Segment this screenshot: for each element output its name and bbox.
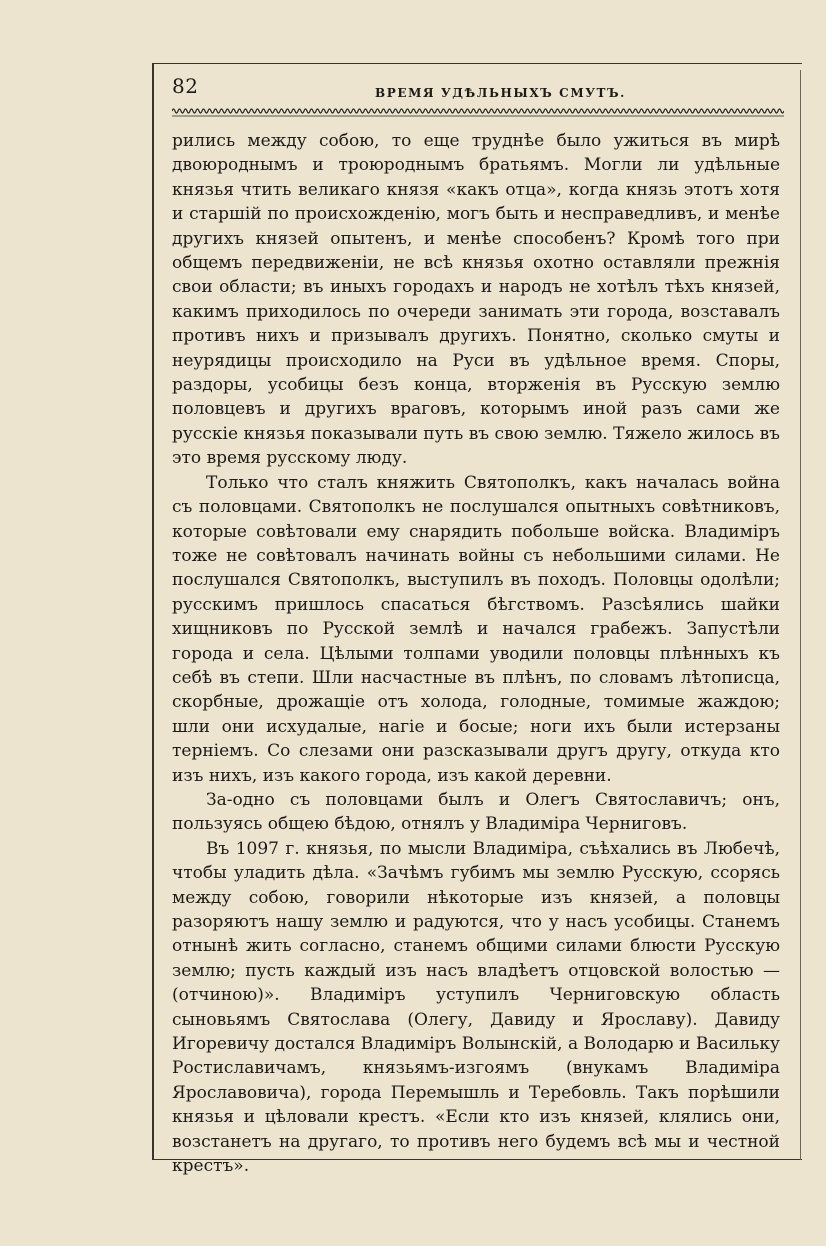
paragraph-2: Только что сталъ княжить Святополкъ, какъ началась война съ половцами. Святополкъ не послушался опытныхъ совѣтниковъ, которые совѣтовали ему снарядить побольше войска. Владиміръ тоже не совѣтовалъ начинать войны съ небольшими силами. Не послушался Святополкъ, выступилъ въ походъ. Половцы одолѣли; русскимъ пришлось спасаться бѣгствомъ. Разсѣялись шайки хищниковъ по Русской землѣ и начался грабежъ. Запустѣли города и села. Цѣлыми толпами уводили половцы плѣнныхъ къ себѣ въ степи. Шли насчастные въ плѣнъ, по словамъ лѣтописца, скорбные, дрожащіе отъ холода, голодные, томимые жаждою; шли они исхудалые, нагіе и босые; ноги ихъ были истерзаны терніемъ. Со слезами они разсказывали другъ другу, откуда кто изъ нихъ, изъ какого города, изъ какой деревни.	[172, 472, 780, 786]
running-title: ВРЕМЯ УДѢЛЬНЫХЪ СМУТЪ.	[375, 86, 626, 100]
page-border-right	[800, 70, 801, 1160]
paragraph-4: Въ 1097 г. князья, по мысли Владиміра, съѣхались въ Любечѣ, чтобы уладить дѣла. «Зачѣмъ губимъ мы землю Русскую, ссорясь между собою, говорили нѣкоторые изъ князей, а половцы разоряютъ нашу землю и радуются, что у насъ усобицы. Станемъ отнынѣ жить согласно, станемъ общими силами блюсти Русскую землю; пусть каждый изъ насъ владѣетъ отцовской волостью —(отчиною)». Владиміръ уступилъ Черниговскую область сыновьямъ Святослава (Олегу, Давиду и Ярославу). Давиду Игоревичу достался Владиміръ Волынскій, а Володарю и Васильку Ростиславичамъ, князьямъ-изгоямъ (внукамъ Владиміра Ярославовича), города Перемышль и Теребовль. Такъ порѣшили князья и цѣловали крестъ. «Если кто изъ князей, клялись они, возстанетъ на другаго, то противъ него будемъ всѣ мы и честной крестъ».	[172, 838, 780, 1177]
wavy-rule-ornament	[172, 103, 784, 119]
paragraph-3: За-одно съ половцами былъ и Олегъ Святославичъ; онъ, пользуясь общею бѣдою, отнялъ у Владиміра Черниговъ.	[172, 789, 780, 835]
paragraph-1: рились между собою, то еще труднѣе было ужиться въ мирѣ двоюроднымъ и троюроднымъ братьямъ. Могли ли удѣльные князья чтить великаго князя «какъ отца», когда князь этотъ хотя и старшій по происхожденію, могъ быть и несправедливъ, и менѣе другихъ князей опытенъ, и менѣе способенъ? Кромѣ того при общемъ передвиженіи, не всѣ князья охотно оставляли прежнія свои области; въ иныхъ городахъ и народъ не хотѣлъ тѣхъ князей, какимъ приходилось по очереди занимать эти города, возставалъ противъ нихъ и призывалъ другихъ. Понятно, сколько смуты и неурядицы происходило на Руси въ удѣльное время. Споры, раздоры, усобицы безъ конца, вторженія въ Русскую землю половцевъ и другихъ враговъ, которымъ иной разъ сами же русскіе князья показывали путь въ свою землю. Тяжело жилось въ это время русскому люду.	[172, 131, 780, 469]
body-text	[172, 129, 780, 1178]
page-number: 82	[172, 74, 199, 98]
